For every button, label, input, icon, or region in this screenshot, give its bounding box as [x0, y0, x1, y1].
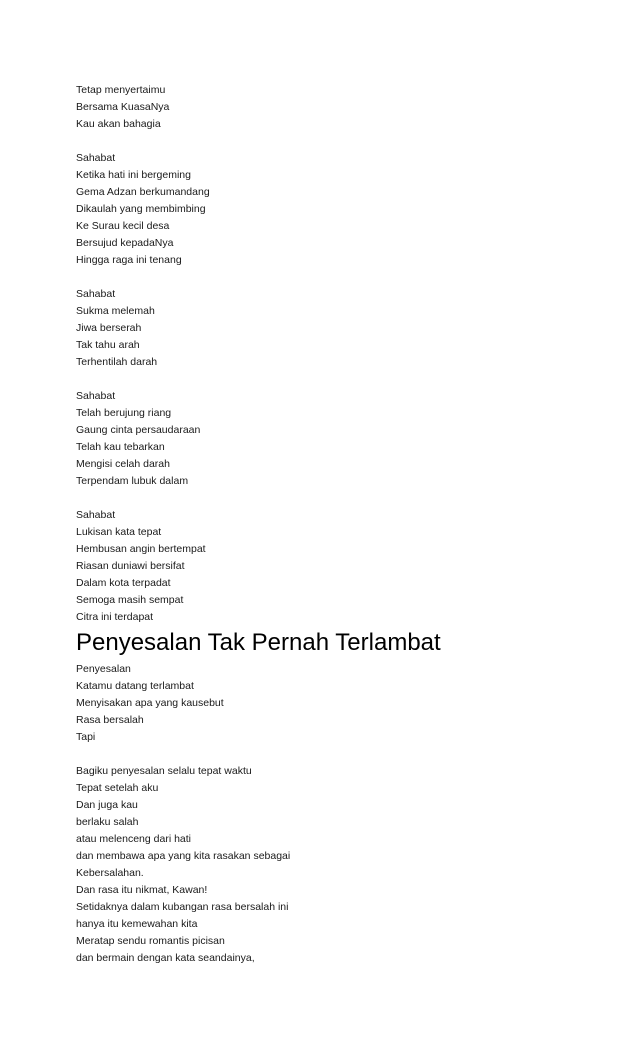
stanza-gap [76, 133, 596, 150]
poem-line: Katamu datang terlambat [76, 680, 194, 692]
poem-line: Terpendam lubuk dalam [76, 475, 189, 487]
stanza-gap [76, 746, 596, 763]
poem-line: Dalam kota terpadat [76, 577, 171, 589]
poem-line: Bagiku penyesalan selalu tepat waktu [76, 765, 252, 777]
poem-line: Telah kau tebarkan [76, 441, 165, 453]
stanza-7 [76, 763, 596, 967]
poem-line: Jiwa berserah [76, 322, 142, 334]
poem-line: Dan rasa itu nikmat, Kawan! [76, 884, 208, 896]
poem-line: Hingga raga ini tenang [76, 254, 182, 266]
poem-line: Citra ini terdapat [76, 611, 154, 623]
poem-line: atau melenceng dari hati [76, 833, 191, 845]
poem-line: Bersama KuasaNya [76, 101, 170, 113]
stanza-gap [76, 371, 596, 388]
poem-line: Sahabat [76, 288, 116, 300]
poem-line: Meratap sendu romantis picisan [76, 935, 225, 947]
poem-line: Bersujud kepadaNya [76, 237, 174, 249]
poem-line: Rasa bersalah [76, 714, 144, 726]
poem-line: Sahabat [76, 152, 116, 164]
poem-line: Tapi [76, 731, 96, 743]
poem-line: Kau akan bahagia [76, 118, 161, 130]
poem-line: Telah berujung riang [76, 407, 172, 419]
poem-line: Gaung cinta persaudaraan [76, 424, 201, 436]
stanza-4 [76, 388, 596, 490]
stanza-6 [76, 661, 596, 746]
poem-line: dan bermain dengan kata seandainya, [76, 952, 255, 964]
poem-line: Riasan duniawi bersifat [76, 560, 185, 572]
poem-line: Tak tahu arah [76, 339, 140, 351]
stanza-gap [76, 269, 596, 286]
stanza-5 [76, 507, 596, 626]
poem-title: Penyesalan Tak Pernah Terlambat [76, 629, 441, 656]
poem-line: Ke Surau kecil desa [76, 220, 170, 232]
poem-line: Sukma melemah [76, 305, 155, 317]
poem-line: Ketika hati ini bergeming [76, 169, 191, 181]
poem-line: Dan juga kau [76, 799, 138, 811]
poem-line: dan membawa apa yang kita rasakan sebagai [76, 850, 291, 862]
poem-line: Dikaulah yang membimbing [76, 203, 206, 215]
stanza-1 [76, 82, 596, 133]
poem-line: Sahabat [76, 509, 116, 521]
poem-line: berlaku salah [76, 816, 139, 828]
stanza-gap [76, 490, 596, 507]
poem-line: Setidaknya dalam kubangan rasa bersalah ini [76, 901, 289, 913]
poem-line: Semoga masih sempat [76, 594, 184, 606]
poem-line: Lukisan kata tepat [76, 526, 162, 538]
document-page [76, 82, 596, 967]
poem-line: Kebersalahan. [76, 867, 144, 879]
poem-line: Gema Adzan berkumandang [76, 186, 210, 198]
poem-line: hanya itu kemewahan kita [76, 918, 198, 930]
stanza-2 [76, 150, 596, 269]
poem-line: Menyisakan apa yang kausebut [76, 697, 224, 709]
poem-line: Tepat setelah aku [76, 782, 159, 794]
poem-line: Sahabat [76, 390, 116, 402]
poem-line: Tetap menyertaimu [76, 84, 166, 96]
stanza-3 [76, 286, 596, 371]
poem-line: Terhentilah darah [76, 356, 158, 368]
poem-line: Hembusan angin bertempat [76, 543, 206, 555]
poem-line: Penyesalan [76, 663, 131, 675]
poem-line: Mengisi celah darah [76, 458, 170, 470]
